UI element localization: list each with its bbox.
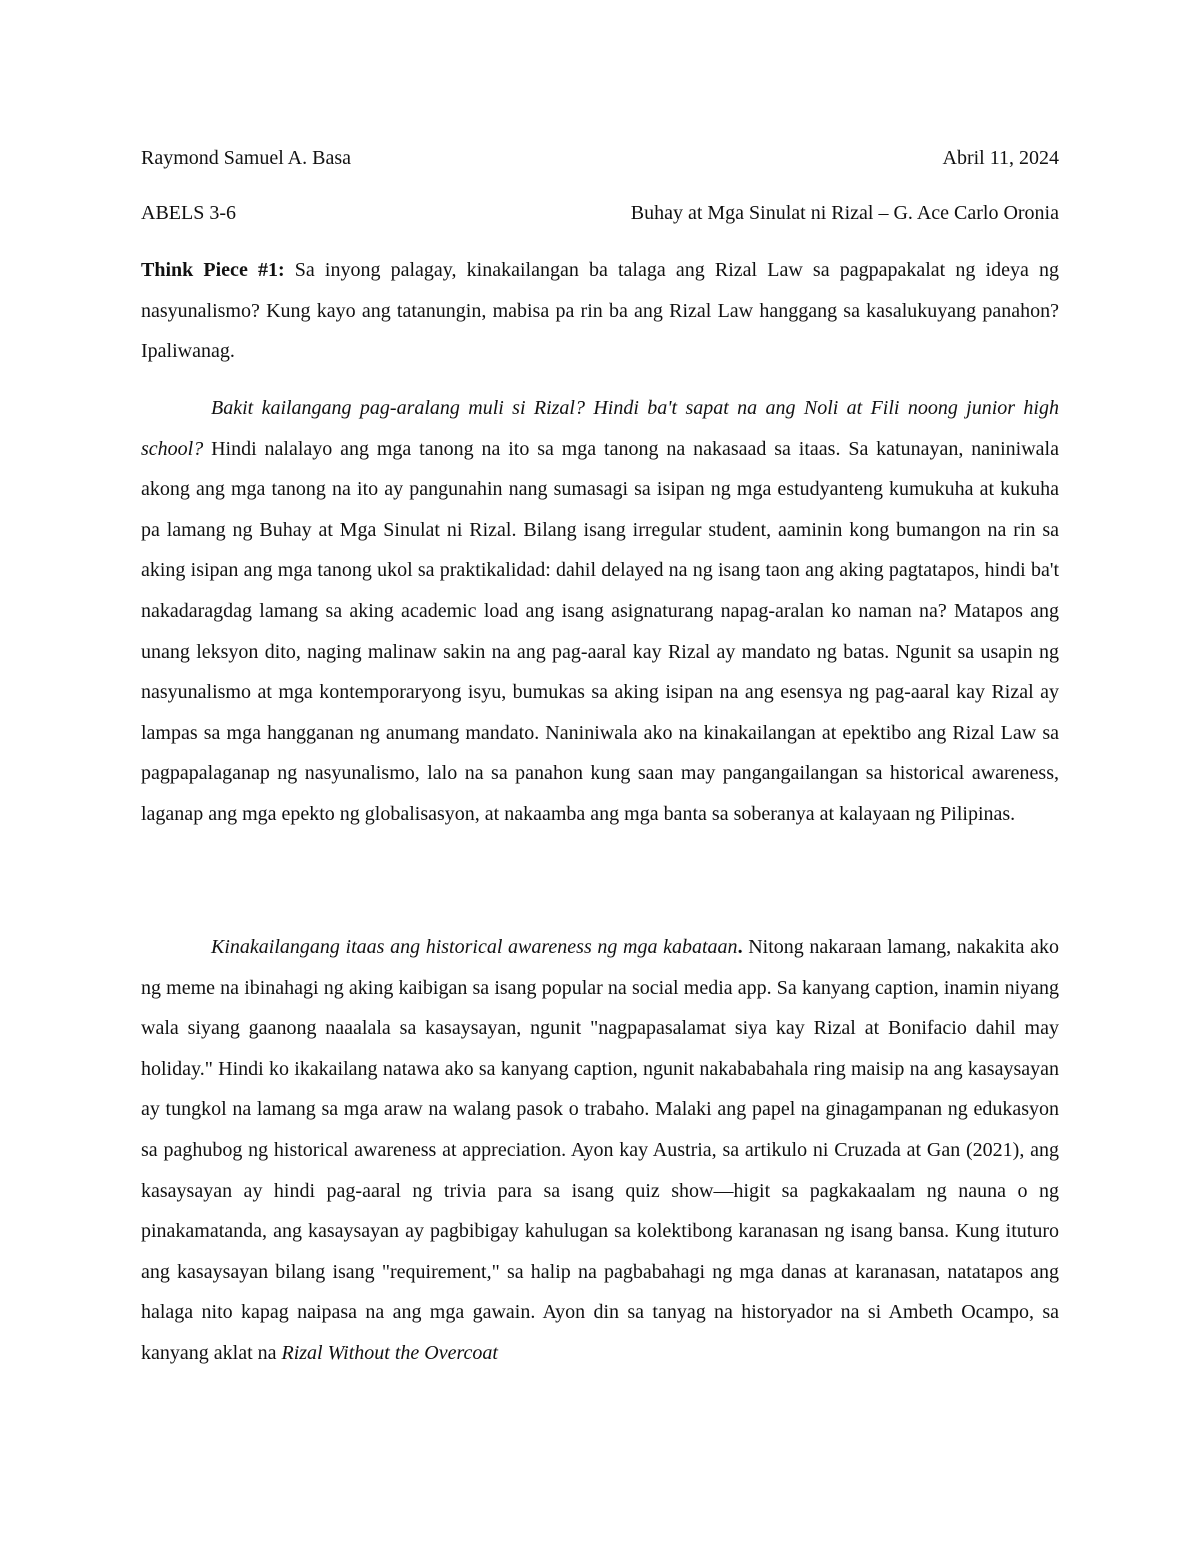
paragraph-1-text: Hindi nalalayo ang mga tanong na ito sa mga tanong na nakasaad sa itaas. Sa katunayan, naniniwala akong ang mga tanong na ito ay pangunahin nang sumasagi sa isipan ng mga estudyanteng kumukuha at kukuha pa lamang ng Buhay at Mga Sinulat ni Rizal. Bilang isang irregular student, aaminin kong bumangon na rin sa aking isipan ang mga tanong ukol sa praktikalidad: dahil delayed na ng isang taon ang aking pagtatapos, hindi ba't nakadaragdag lamang sa aking academic load ang isang asignaturang napag-aralan ko naman na? Matapos ang unang leksyon dito, naging malinaw sakin na ang pag-aaral kay Rizal ay mandato ng batas. Ngunit sa usapin ng nasyunalismo at mga kontemporaryong isyu, bumukas sa aking isipan na ang esensya ng pag-aaral kay Rizal ay lampas sa mga hangganan ng anumang mandato. Naniniwala ako na kinakailangan at epektibo ang Rizal Law sa pagpapalaganap ng nasyunalismo, lalo na sa panahon kung saan may pangangailangan sa historical awareness, laganap ang mga epekto ng globalisasyon, at nakaamba ang mga banta sa soberanya at kalayaan ng Pilipinas. — [141, 437, 1059, 825]
book-title: Rizal Without the Overcoat — [281, 1341, 498, 1364]
prompt-label: Think Piece #1: — [141, 259, 285, 281]
think-piece-prompt — [141, 250, 1059, 372]
paragraph-2-lead-statement: Kinakailangang itaas ang historical awareness ng mga kabataan — [211, 936, 738, 958]
header-row-section-course — [141, 201, 1059, 225]
paragraph-2-lead-period: . — [737, 936, 743, 958]
document-date: Abril 11, 2024 — [942, 147, 1059, 169]
header-row-author-date — [141, 146, 1059, 170]
paragraph-2 — [141, 927, 1059, 1374]
author-name: Raymond Samuel A. Basa — [141, 147, 351, 169]
paragraph-1-lead-question: Bakit kailangang pag-aralang muli si Rizal? Hindi ba't sapat na ang Noli at Fili noong junior high school? — [141, 397, 1059, 460]
paragraph-1 — [141, 388, 1059, 835]
class-section: ABELS 3-6 — [141, 202, 236, 224]
course-and-instructor: Buhay at Mga Sinulat ni Rizal – G. Ace Carlo Oronia — [630, 202, 1059, 224]
paragraph-2-text: Nitong nakaraan lamang, nakakita ako ng meme na ibinahagi ng aking kaibigan sa isang popular na social media app. Sa kanyang caption, inamin niyang wala siyang gaanong naaalala sa kasaysayan, ngunit "nagpapasalamat siya kay Rizal at Bonifacio dahil may holiday." Hindi ko ikakailang natawa ako sa kanyang caption, ngunit nakababahala ring maisip na ang kasaysayan ay tungkol na lamang sa mga araw na walang pasok o trabaho. Malaki ang papel na ginagampanan ng edukasyon sa paghubog ng historical awareness at appreciation. Ayon kay Austria, sa artikulo ni Cruzada at Gan (2021), ang kasaysayan ay hindi pag-aaral ng trivia para sa isang quiz show—higit sa pagkakaalam ng nauna o ng pinakamatanda, ang kasaysayan ay pagbibigay kahulugan sa kolektibong karanasan ng isang bansa. Kung ituturo ang kasaysayan bilang isang "requirement," sa halip na pagbabahagi ng mga danas at karanasan, natatapos ang halaga nito kapag naipasa na ang mga gawain. Ayon din sa tanyag na historyador na si Ambeth Ocampo, sa kanyang aklat na — [141, 936, 1060, 1364]
prompt-text: Sa inyong palagay, kinakailangan ba talaga ang Rizal Law sa pagpapakalat ng ideya ng nasyunalismo? Kung kayo ang tatanungin, mabisa pa rin ba ang Rizal Law hanggang sa kasalukuyang panahon? Ipaliwanag. — [141, 259, 1059, 363]
